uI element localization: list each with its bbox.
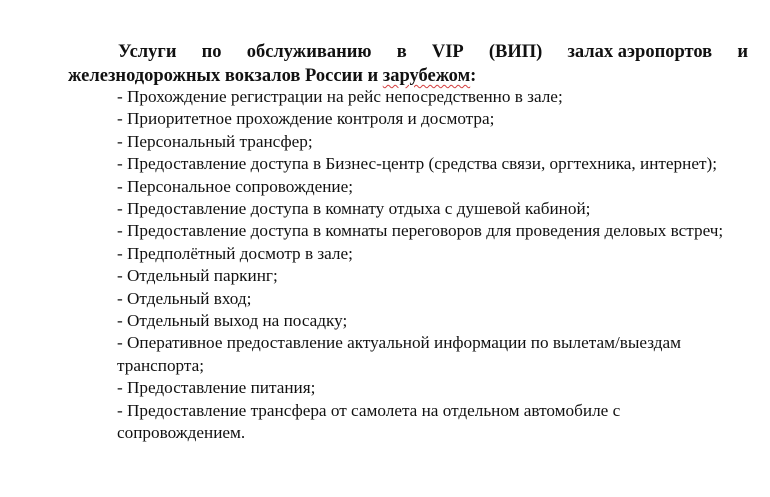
- list-item: - Приоритетное прохождение контроля и досмотра;: [117, 109, 495, 129]
- list-item: - Предоставление питания;: [117, 378, 316, 398]
- heading-word: залах аэропортов: [567, 42, 713, 62]
- heading-line-1: [68, 40, 748, 64]
- heading-text: железнодорожных вокзалов России и: [68, 66, 383, 86]
- list-item: - Прохождение регистрации на рейс непосредственно в зале;: [117, 87, 563, 106]
- services-list: [117, 86, 737, 445]
- heading-word: в: [396, 42, 407, 62]
- list-item: - Предоставление доступа в комнаты переговоров для проведения деловых встреч;: [117, 221, 724, 241]
- list-item: - Оперативное предоставление актуальной информации по вылетам/выездам транспорта;: [117, 333, 681, 375]
- heading-word: по: [201, 42, 222, 62]
- list-item: - Отдельный вход;: [117, 288, 252, 308]
- list-item: - Предоставление доступа в комнату отдыха с душевой кабиной;: [117, 199, 591, 219]
- list-item: - Предполётный досмотр в зале;: [117, 243, 353, 263]
- spellcheck-flagged-word[interactable]: зарубежом: [382, 66, 471, 86]
- list-item: - Предоставление доступа в Бизнес-центр (средства связи, оргтехника, интернет);: [117, 154, 717, 174]
- list-item: - Отдельный паркинг;: [117, 266, 278, 286]
- heading-colon: :: [470, 66, 477, 86]
- list-item: - Предоставление трансфера от самолета на отдельном автомобиле с сопровождением.: [117, 400, 621, 443]
- heading-word: и: [737, 42, 748, 62]
- heading-word: VIP: [431, 42, 464, 62]
- heading-word: (ВИП): [488, 42, 543, 62]
- list-item: - Персональный трансфер;: [117, 131, 313, 151]
- list-item: - Персональное сопровождение;: [117, 176, 354, 196]
- heading-word: обслуживанию: [246, 42, 372, 62]
- document-heading: [68, 40, 748, 88]
- heading-word: Услуги: [118, 42, 177, 62]
- heading-line-2: [68, 64, 748, 88]
- list-item: - Отдельный выход на посадку;: [117, 311, 348, 331]
